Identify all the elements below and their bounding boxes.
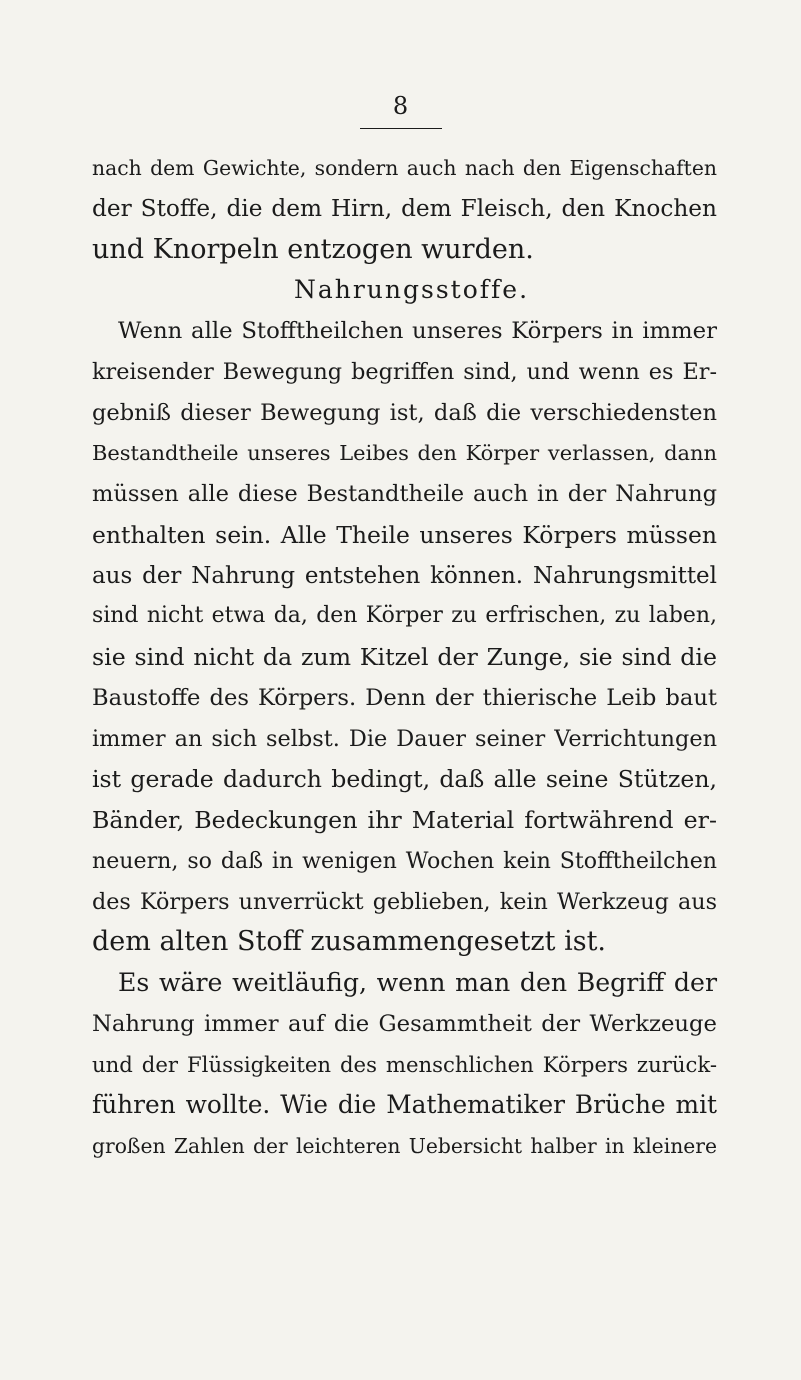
- text-line: nach dem Gewichte, sondern auch nach den Eigenschaften: [92, 156, 717, 180]
- text-line: sind nicht etwa da, den Körper zu erfrischen, zu laben,: [92, 603, 717, 629]
- text-line: ist gerade dadurch bedingt, daß alle seine Stützen,: [92, 765, 717, 794]
- text-line: großen Zahlen der leichteren Uebersicht halber in kleinere: [92, 1134, 717, 1158]
- body-text: [92, 148, 717, 1167]
- text-line: aus der Nahrung entstehen können. Nahrungsmittel: [92, 562, 717, 589]
- text-line: Baustoffe des Körpers. Denn der thierische Leib baut: [92, 684, 717, 711]
- text-line: Bestandtheile unseres Leibes den Körper verlassen, dann: [92, 441, 717, 466]
- text-line: der Stoffe, die dem Hirn, dem Fleisch, den Knochen: [92, 194, 717, 222]
- page-number: 8: [392, 92, 409, 120]
- paragraph-nutrition: [92, 311, 717, 963]
- text-line: immer an sich selbst. Die Dauer seiner Verrichtungen: [92, 725, 717, 752]
- text-line: gebniß dieser Bewegung ist, daß die verschiedensten: [92, 399, 717, 426]
- text-line: Es wäre weitläufig, wenn man den Begriff der: [118, 968, 717, 997]
- text-line: enthalten sein. Alle Theile unseres Körpers müssen: [92, 520, 717, 549]
- text-line: Nahrung immer auf die Gesammtheit der Werkzeuge: [92, 1010, 717, 1037]
- text-line: kreisender Bewegung begriffen sind, und wenn es Er-: [92, 358, 717, 385]
- text-line: des Körpers unverrückt geblieben, kein Werkzeug aus: [92, 888, 717, 915]
- text-line: sie sind nicht da zum Kitzel der Zunge, sie sind die: [92, 643, 717, 671]
- text-line: führen wollte. Wie die Mathematiker Brüche mit: [92, 1090, 717, 1120]
- text-line: Bänder, Bedeckungen ihr Material fortwährend er-: [92, 806, 717, 834]
- paragraph-continuation: [92, 148, 717, 270]
- section-heading: Nahrungsstoffe.: [293, 275, 530, 305]
- text-line: und der Flüssigkeiten des menschlichen Körpers zurück-: [92, 1051, 717, 1077]
- header-rule: [360, 128, 442, 129]
- paragraph-mathematics: [92, 963, 717, 1167]
- text-line: neuern, so daß in wenigen Wochen kein Stofftheilchen: [92, 847, 717, 874]
- text-line: müssen alle diese Bestandtheile auch in der Nahrung: [92, 481, 717, 507]
- text-line: und Knorpeln entzogen wurden.: [92, 233, 534, 265]
- text-line: Wenn alle Stofftheilchen unseres Körpers in immer: [118, 318, 717, 344]
- text-line: dem alten Stoff zusammengesetzt ist.: [92, 926, 607, 958]
